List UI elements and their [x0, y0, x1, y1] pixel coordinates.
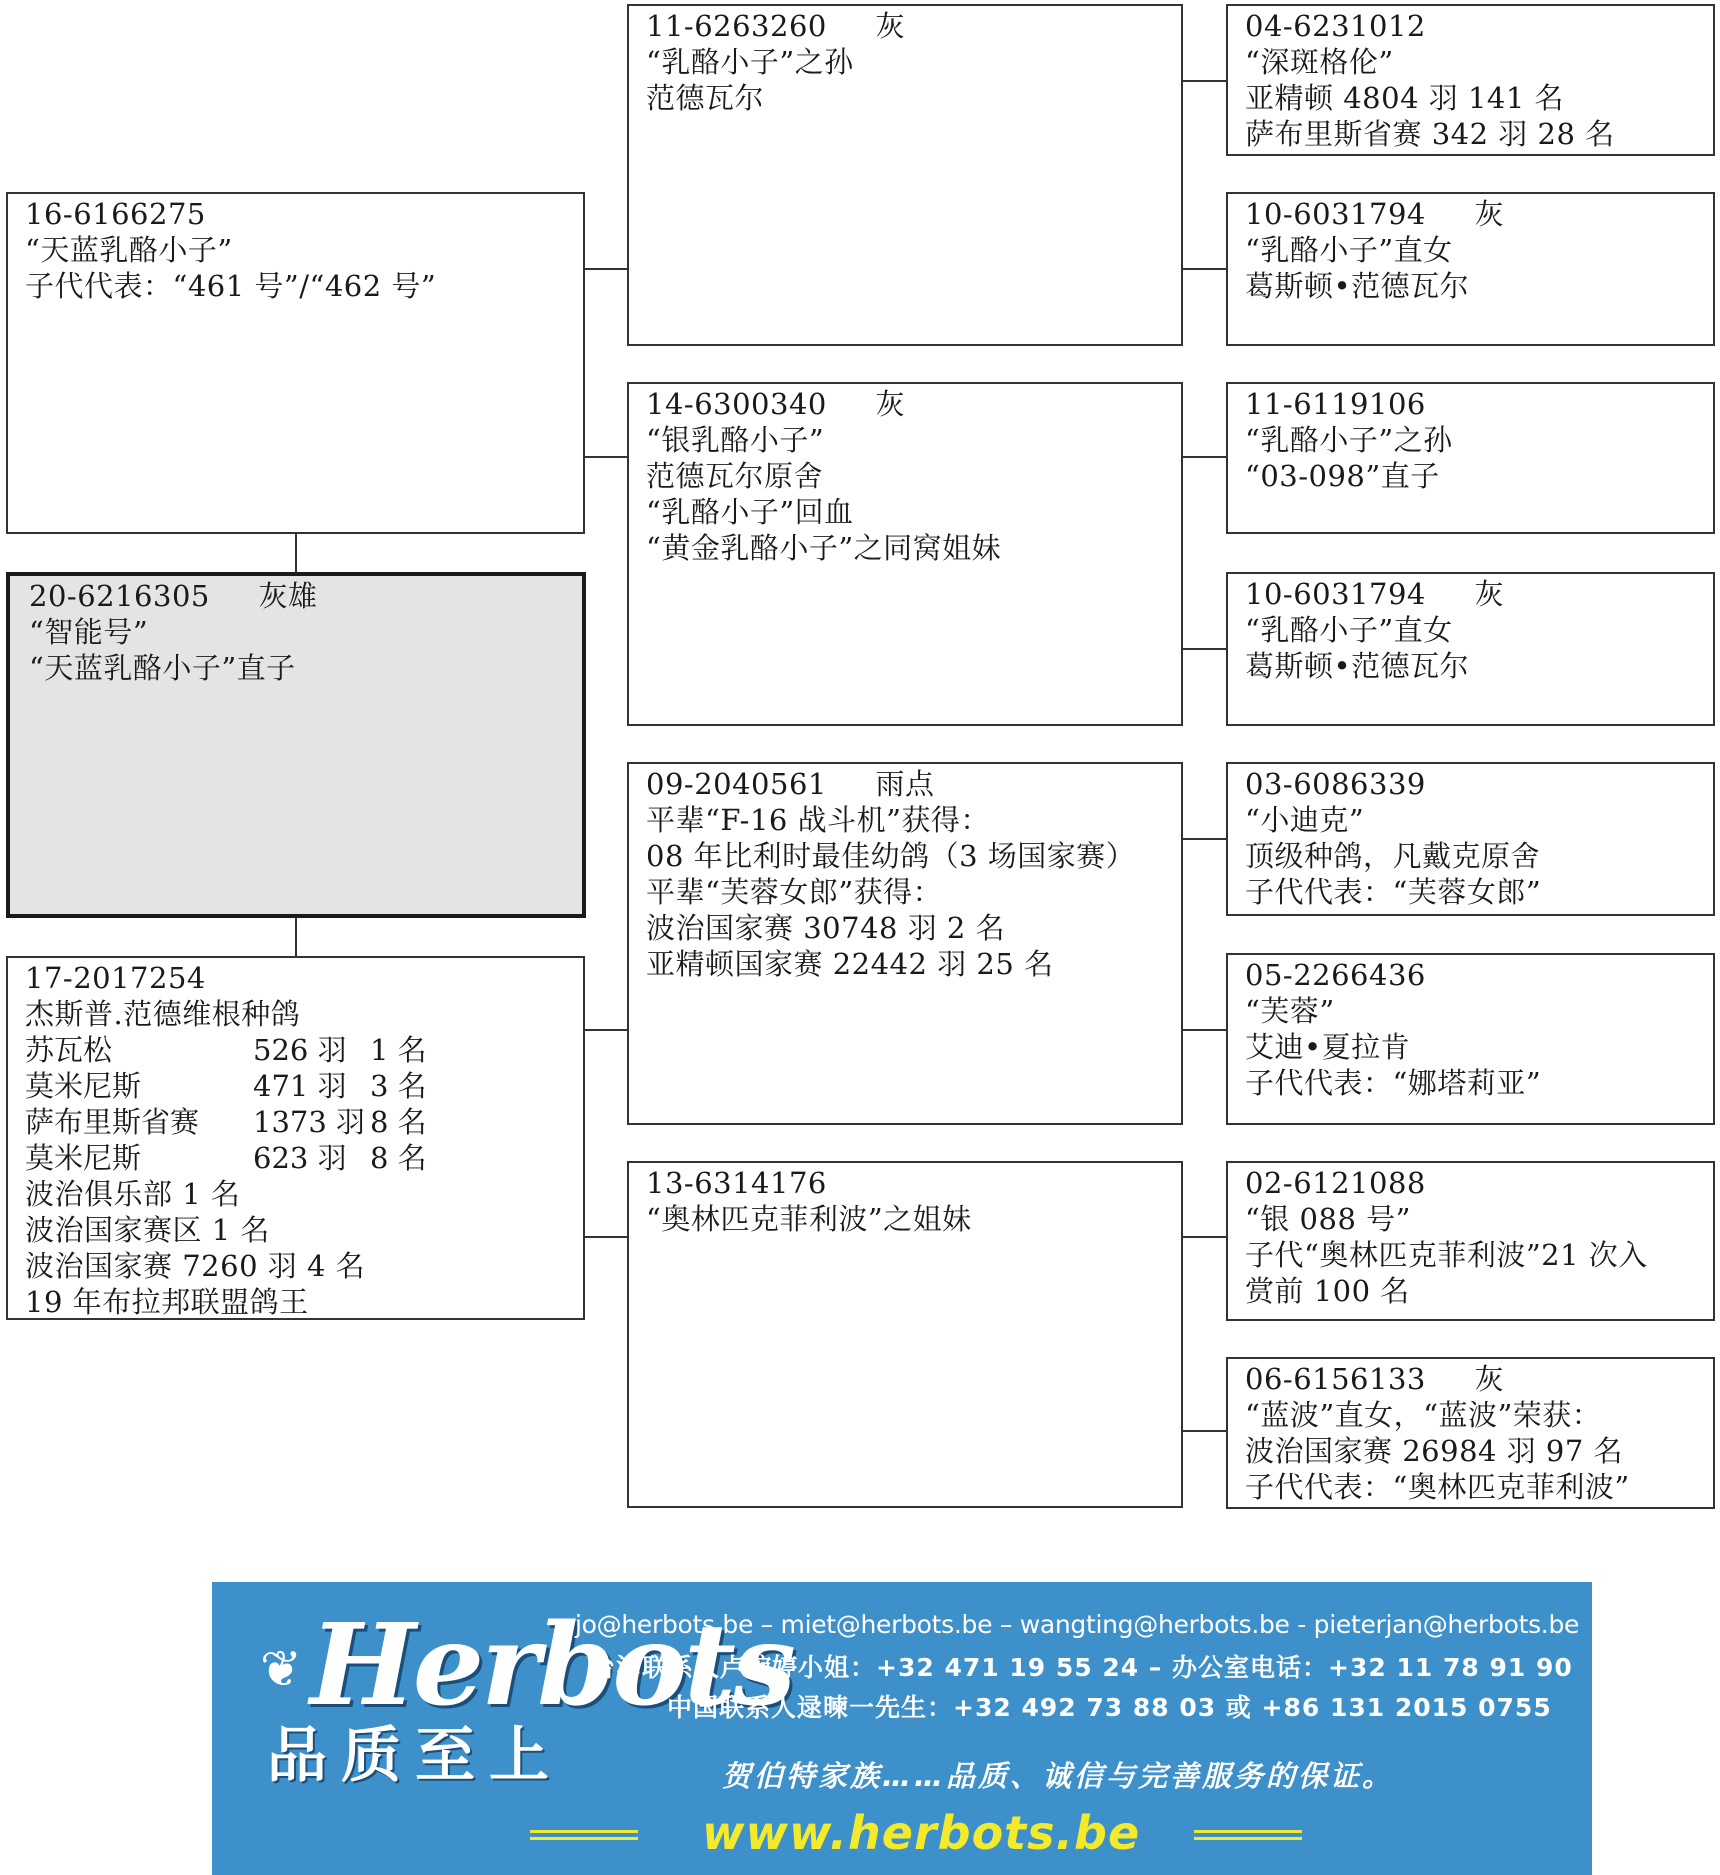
connector: [1182, 648, 1227, 650]
info-line: 平辈“F-16 战斗机”获得：: [646, 803, 990, 837]
info-line: “黄金乳酪小子”之同窝姐妹: [646, 531, 1002, 565]
connector: [1182, 1430, 1227, 1432]
bird-count: 1373 羽: [253, 1105, 366, 1139]
ring-number: 20-6216305 灰雄: [29, 579, 318, 613]
connector: [584, 1236, 628, 1238]
bird-name: “智能号”: [29, 615, 149, 649]
sire-card[interactable]: [6, 192, 585, 534]
connector: [1182, 838, 1227, 840]
race-name: 苏瓦松: [25, 1033, 113, 1067]
info-line: “奥林匹克菲利波”之姐妹: [646, 1202, 972, 1236]
feather-icon: ❦: [260, 1640, 302, 1698]
bird-name: “小迪克”: [1245, 803, 1365, 837]
sire-sire-card[interactable]: [627, 4, 1183, 346]
info-line: 子代代表：“461 号”/“462 号”: [25, 269, 437, 303]
great-grandparent-card[interactable]: [1226, 1161, 1715, 1321]
info-line: 亚精顿 4804 羽 141 名: [1245, 81, 1565, 115]
results-table: [25, 1032, 427, 1176]
ring-number: 13-6314176: [646, 1166, 827, 1200]
info-line: 葛斯顿•范德瓦尔: [1245, 649, 1470, 683]
bird-name: “天蓝乳酪小子”: [25, 233, 233, 267]
bird-name: “芙蓉”: [1245, 994, 1335, 1028]
place: 8 名: [370, 1105, 427, 1139]
china-contact: 中国联系人逯暕一先生：+32 492 73 88 03 或 +86 131 2015 0755: [667, 1693, 1552, 1722]
place: 1 名: [370, 1033, 427, 1067]
info-line: 杰斯普.范德维根种鸽: [25, 997, 301, 1031]
connector: [584, 1029, 628, 1031]
sire-dam-card[interactable]: [627, 382, 1183, 726]
info-line: 子代代表：“芙蓉女郎”: [1245, 875, 1542, 909]
connector: [1182, 1236, 1227, 1238]
bird-name: “深斑格伦”: [1245, 45, 1394, 79]
info-line: “乳酪小子”回血: [646, 495, 854, 529]
bird-name: “银乳酪小子”: [646, 423, 825, 457]
info-line: 子代代表：“娜塔莉亚”: [1245, 1066, 1542, 1100]
info-line: 波治俱乐部 1 名: [25, 1177, 241, 1211]
ring-number: 10-6031794 灰: [1245, 577, 1504, 611]
logo-text: Herbots: [310, 1600, 793, 1731]
info-line: 葛斯顿•范德瓦尔: [1245, 269, 1470, 303]
dam-dam-card[interactable]: [627, 1161, 1183, 1508]
race-name: 莫米尼斯: [25, 1141, 142, 1175]
info-line: 波治国家赛 7260 羽 4 名: [25, 1249, 366, 1283]
bird-count: 623 羽: [253, 1141, 347, 1175]
race-name: 萨布里斯省赛: [25, 1105, 200, 1139]
info-line: “乳酪小子”之孙: [1245, 423, 1453, 457]
table-row: [25, 1104, 427, 1140]
ring-number: 17-2017254: [25, 961, 206, 995]
place: 8 名: [370, 1141, 427, 1175]
connector: [584, 456, 628, 458]
great-grandparent-card[interactable]: [1226, 382, 1715, 534]
ring-number: 14-6300340 灰: [646, 387, 905, 421]
info-line: 萨布里斯省赛 342 羽 28 名: [1245, 117, 1615, 151]
info-line: 08 年比利时最佳幼鸽（3 场国家赛）: [646, 839, 1136, 873]
ring-number: 02-6121088: [1245, 1166, 1426, 1200]
table-row: [25, 1068, 427, 1104]
herbots-banner: [212, 1582, 1592, 1875]
great-grandparent-card[interactable]: [1226, 1357, 1715, 1509]
info-line: 波治国家赛区 1 名: [25, 1213, 270, 1247]
connector: [584, 268, 628, 270]
ring-number: 11-6119106: [1245, 387, 1426, 421]
ring-number: 09-2040561 雨点: [646, 767, 935, 801]
ring-number: 04-6231012: [1245, 9, 1426, 43]
ring-number: 06-6156133 灰: [1245, 1362, 1504, 1396]
info-line: “天蓝乳酪小子”直子: [29, 651, 296, 685]
race-name: 莫米尼斯: [25, 1069, 142, 1103]
great-grandparent-card[interactable]: [1226, 192, 1715, 346]
bird-count: 526 羽: [253, 1033, 347, 1067]
connector: [1182, 268, 1227, 270]
connector: [1182, 1029, 1227, 1031]
info-line: 艾迪•夏拉肯: [1245, 1030, 1411, 1064]
decorative-line: [1194, 1830, 1302, 1840]
info-line: 亚精顿国家赛 22442 羽 25 名: [646, 947, 1054, 981]
info-line: 子代代表：“奥林匹克菲利波”: [1245, 1470, 1630, 1504]
great-grandparent-card[interactable]: [1226, 572, 1715, 726]
table-row: [25, 1032, 427, 1068]
slogan: 品质至上: [267, 1721, 563, 1791]
great-grandparent-card[interactable]: [1226, 762, 1715, 916]
info-line: 波治国家赛 30748 羽 2 名: [646, 911, 1006, 945]
info-line: 赏前 100 名: [1245, 1274, 1410, 1308]
motto: 贺伯特家族……品质、诚信与完善服务的保证。: [722, 1759, 1395, 1793]
dam-card[interactable]: [6, 956, 585, 1320]
info-line: “03-098”直子: [1245, 459, 1440, 493]
info-line: “蓝波”直女，“蓝波”荣获：: [1245, 1398, 1602, 1432]
connector: [1182, 80, 1227, 82]
info-line: “乳酪小子”直女: [1245, 613, 1453, 647]
email-addresses[interactable]: jo@herbots.be – miet@herbots.be – wangting@herbots.be - pieterjan@herbots.be: [575, 1610, 1580, 1639]
info-line: 波治国家赛 26984 羽 97 名: [1245, 1434, 1624, 1468]
website-link[interactable]: www.herbots.be: [702, 1806, 1141, 1860]
bird-count: 471 羽: [253, 1069, 347, 1103]
great-grandparent-card[interactable]: [1226, 953, 1715, 1125]
info-line: 顶级种鸽，凡戴克原舍: [1245, 839, 1541, 873]
ring-number: 05-2266436: [1245, 958, 1426, 992]
connector: [295, 917, 297, 957]
ring-number: 03-6086339: [1245, 767, 1426, 801]
ring-number: 16-6166275: [25, 197, 206, 231]
table-row: [25, 1140, 427, 1176]
ring-number: 10-6031794 灰: [1245, 197, 1504, 231]
great-grandparent-card[interactable]: [1226, 4, 1715, 156]
subject-card[interactable]: [6, 572, 586, 918]
info-line: 范德瓦尔: [646, 81, 765, 115]
dam-sire-card[interactable]: [627, 762, 1183, 1125]
taiwan-contact: 台湾联系人卢婉婷小姐：+32 471 19 55 24 – 办公室电话：+32 11 78 91 90: [590, 1653, 1573, 1682]
connector: [295, 533, 297, 573]
connector: [1182, 456, 1227, 458]
decorative-line: [530, 1830, 638, 1840]
info-line: 子代“奥林匹克菲利波”21 次入: [1245, 1238, 1648, 1272]
bird-name: “乳酪小子”之孙: [646, 45, 854, 79]
info-line: 范德瓦尔原舍: [646, 459, 824, 493]
bird-name: “银 088 号”: [1245, 1202, 1411, 1236]
info-line: 19 年布拉邦联盟鸽王: [25, 1285, 309, 1319]
place: 3 名: [370, 1069, 427, 1103]
ring-number: 11-6263260 灰: [646, 9, 905, 43]
info-line: “乳酪小子”直女: [1245, 233, 1453, 267]
info-line: 平辈“芙蓉女郎”获得：: [646, 875, 943, 909]
